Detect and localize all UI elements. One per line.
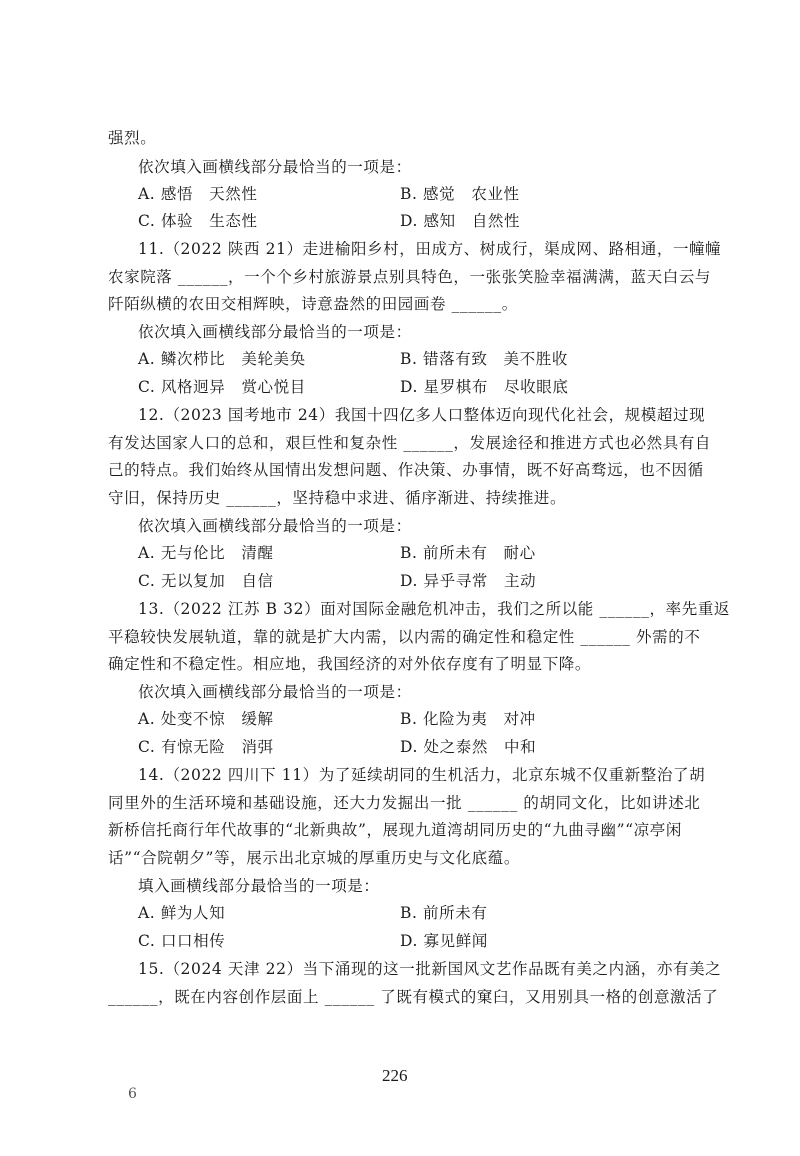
instruction-line: 依次填入画横线部分最恰当的一项是： xyxy=(138,158,412,176)
option-c: C. 有惊无险 消弭 xyxy=(138,738,274,756)
question-15-line: 15.（2024 天津 22）当下涌现的这一批新国风文艺作品既有美之内涵，亦有美之 xyxy=(138,960,722,978)
instruction-line: 填入画横线部分最恰当的一项是： xyxy=(138,877,380,895)
question-11-line: 11.（2022 陕西 21）走进榆阳乡村，田成方、树成行，渠成网、路相通，一幢幢 xyxy=(138,240,722,258)
question-14-line: 同里外的生活环境和基础设施，还大力发掘出一批 ______ 的胡同文化，比如讲述北 xyxy=(108,794,701,812)
option-b: B. 化险为夷 对冲 xyxy=(400,710,536,728)
question-12-line: 有发达国家人口的总和，艰巨性和复杂性 ______，发展途径和推进方式也必然具有自 xyxy=(108,434,712,452)
option-b: B. 感觉 农业性 xyxy=(400,185,520,203)
question-13-line: 平稳较快发展轨道，靠的就是扩大内需，以内需的确定性和稳定性 ______ 外需的不 xyxy=(108,628,701,646)
margin-mark: 6 xyxy=(128,1086,137,1102)
option-c: C. 体验 生态性 xyxy=(138,212,258,230)
question-12-line: 己的特点。我们始终从国情出发想问题、作决策、办事情，既不好高骛远，也不因循 xyxy=(108,461,704,479)
option-c: C. 口口相传 xyxy=(138,932,226,950)
question-15-line: ______，既在内容创作层面上 ______ 了既有模式的窠臼，又用别具一格的创意激活了 xyxy=(108,988,719,1006)
option-a: A. 感悟 天然性 xyxy=(138,185,258,203)
question-11-line: 农家院落 ______，一个个乡村旅游景点别具特色，一张张笑脸幸福满满，蓝天白云与 xyxy=(108,268,712,286)
text-line: 强烈。 xyxy=(108,129,157,147)
question-13-line: 确定性和不稳定性。相应地，我国经济的对外依存度有了明显下降。 xyxy=(108,655,592,673)
option-a: A. 无与伦比 清醒 xyxy=(138,544,274,562)
instruction-line: 依次填入画横线部分最恰当的一项是： xyxy=(138,323,412,341)
question-12-line: 守旧，保持历史 ______，坚持稳中求进、循序渐进、持续推进。 xyxy=(108,489,567,507)
page-number: 226 xyxy=(382,1066,408,1085)
option-d: D. 异乎寻常 主动 xyxy=(400,572,537,590)
option-d: D. 星罗棋布 尽收眼底 xyxy=(400,378,569,396)
option-a: A. 处变不惊 缓解 xyxy=(138,710,274,728)
instruction-line: 依次填入画横线部分最恰当的一项是： xyxy=(138,517,412,535)
question-11-line: 阡陌纵横的农田交相辉映，诗意盎然的田园画卷 ______。 xyxy=(108,295,518,313)
option-a: A. 鳞次栉比 美轮美奂 xyxy=(138,350,306,368)
question-14-line: 话”“合院朝夕”等，展示出北京城的厚重历史与文化底蕴。 xyxy=(108,849,520,867)
option-b: B. 前所未有 xyxy=(400,904,488,922)
option-d: D. 处之泰然 中和 xyxy=(400,738,537,756)
question-13-line: 13.（2022 江苏 B 32）面对国际金融危机冲击，我们之所以能 ______，率先重返 xyxy=(138,600,731,618)
option-c: C. 无以复加 自信 xyxy=(138,572,274,590)
option-d: D. 感知 自然性 xyxy=(400,212,521,230)
question-14-line: 新桥信托商行年代故事的“北新典故”，展现九道湾胡同历史的“九曲寻幽”“凉亭闲 xyxy=(108,821,682,839)
option-d: D. 寡见鲜闻 xyxy=(400,932,488,950)
option-b: B. 前所未有 耐心 xyxy=(400,544,536,562)
option-a: A. 鲜为人知 xyxy=(138,904,226,922)
option-c: C. 风格迥异 赏心悦目 xyxy=(138,378,306,396)
option-b: B. 错落有致 美不胜收 xyxy=(400,350,568,368)
question-12-line: 12.（2023 国考地市 24）我国十四亿多人口整体迈向现代化社会，规模超过现 xyxy=(138,406,706,424)
instruction-line: 依次填入画横线部分最恰当的一项是： xyxy=(138,683,412,701)
question-14-line: 14.（2022 四川下 11）为了延续胡同的生机活力，北京东城不仅重新整治了胡 xyxy=(138,766,706,784)
